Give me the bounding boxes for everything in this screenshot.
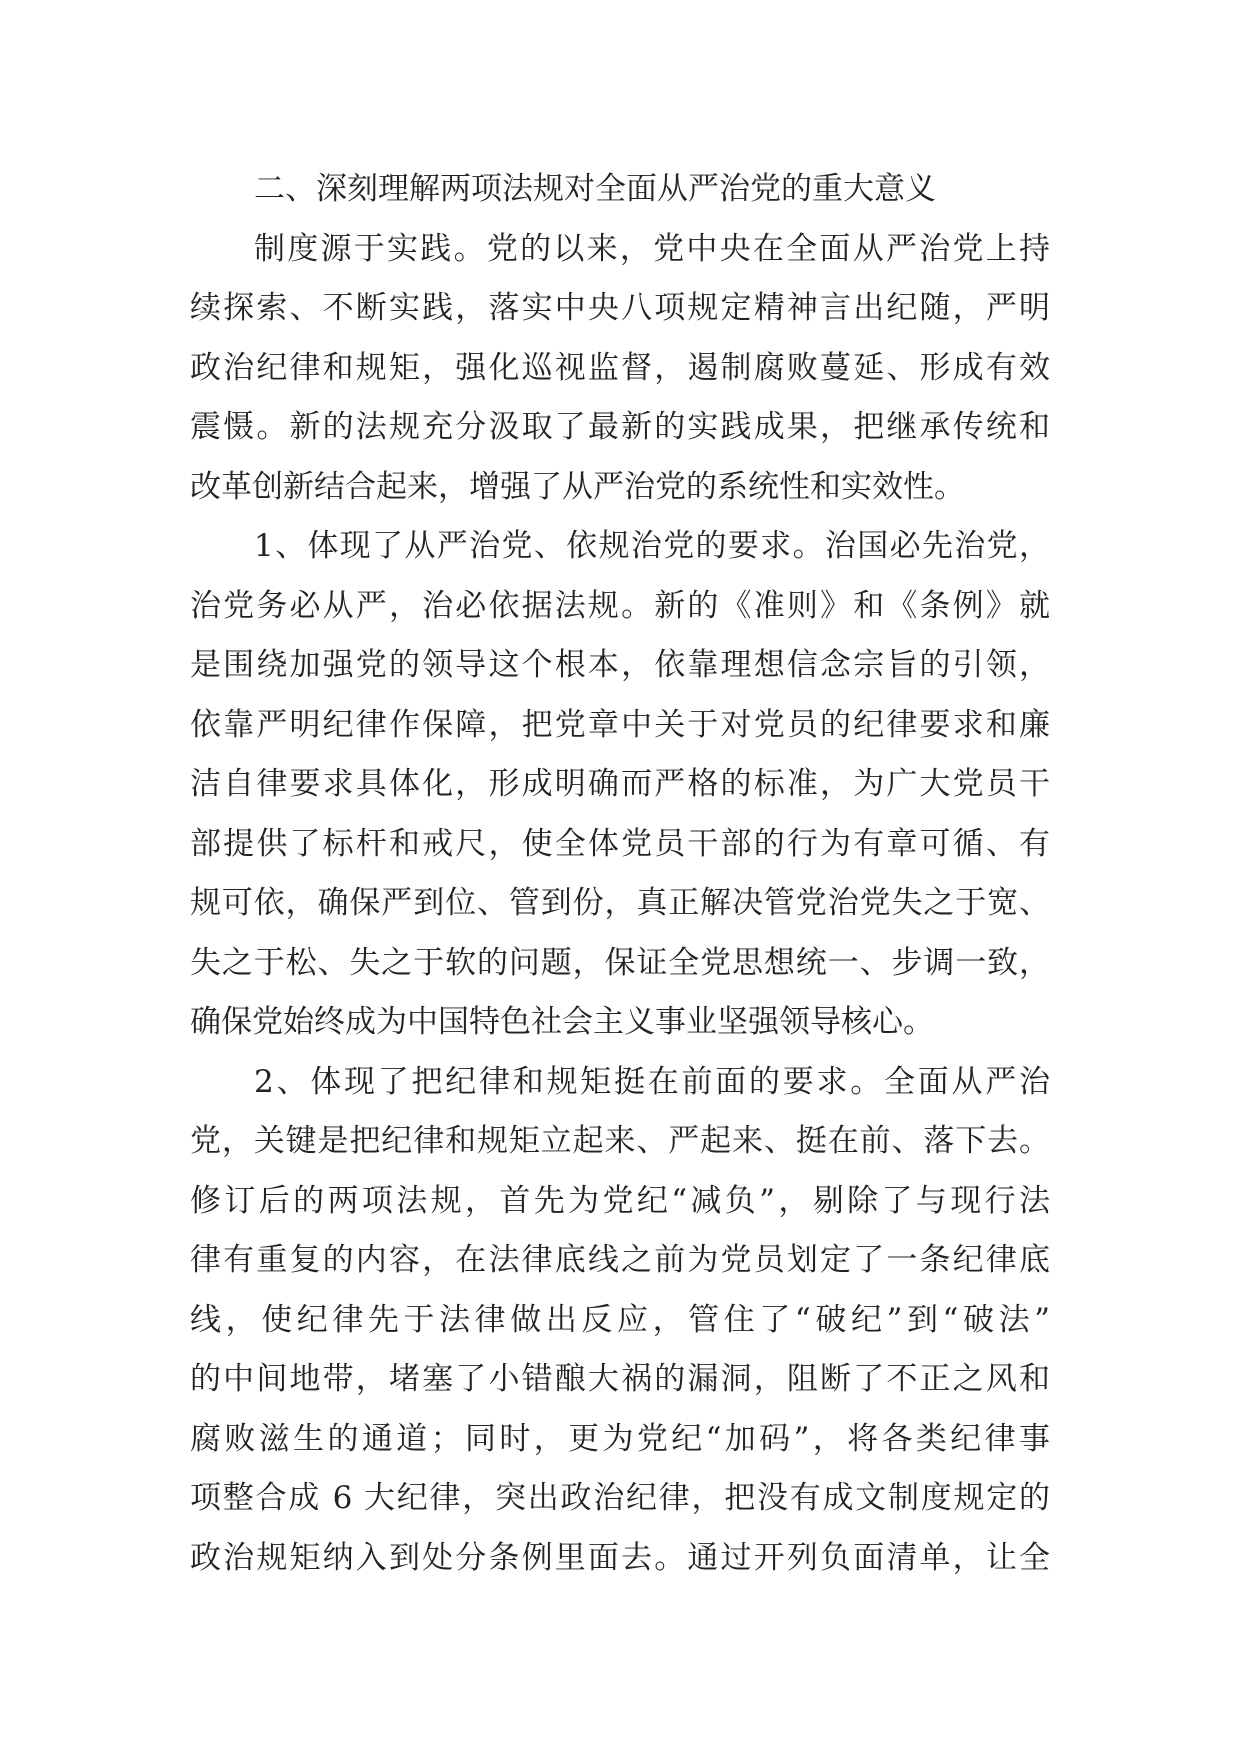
- paragraph-3-line-3: 修订后的两项法规，首先为党纪“减负”，剔除了与现行法: [190, 1182, 1050, 1219]
- paragraph-3-line-4: 律有重复的内容，在法律底线之前为党员划定了一条纪律底: [190, 1242, 1050, 1278]
- paragraph-1-line-3: 政治纪律和规矩，强化巡视监督，遏制腐败蔓延、形成有效: [190, 349, 1050, 386]
- paragraph-2-line-3: 是围绕加强党的领导这个根本，依靠理想信念宗旨的引领，: [190, 647, 1050, 683]
- paragraph-3-line-9: 政治规矩纳入到处分条例里面去。通过开列负面清单，让全: [190, 1539, 1050, 1576]
- paragraph-1-line-1: 制度源于实践。党的以来，党中央在全面从严治党上持: [254, 230, 1050, 267]
- paragraph-2-line-4: 依靠严明纪律作保障，把党章中关于对党员的纪律要求和廉: [190, 706, 1050, 743]
- paragraph-2-line-7: 规可依，确保严到位、管到份，真正解决管党治党失之于宽、: [190, 885, 1050, 921]
- paragraph-3-line-7: 腐败滋生的通道；同时，更为党纪“加码”，将各类纪律事: [190, 1420, 1050, 1457]
- paragraph-2-line-5: 洁自律要求具体化，形成明确而严格的标准，为广大党员干: [190, 766, 1050, 802]
- paragraph-2-line-9: 确保党始终成为中国特色社会主义事业坚强领导核心。: [190, 1004, 934, 1040]
- document-body: [190, 160, 1050, 1588]
- paragraph-2-line-2: 治党务必从严，治必依据法规。新的《准则》和《条例》就: [190, 587, 1050, 624]
- paragraph-3-line-5: 线，使纪律先于法律做出反应，管住了“破纪”到“破法”: [190, 1301, 1050, 1338]
- paragraph-1-line-4: 震慑。新的法规充分汲取了最新的实践成果，把继承传统和: [190, 409, 1050, 445]
- paragraph-3-line-8: 项整合成 6 大纪律，突出政治纪律，把没有成文制度规定的: [190, 1480, 1050, 1516]
- paragraph-3-line-2: 党，关键是把纪律和规矩立起来、严起来、挺在前、落下去。: [190, 1123, 1050, 1159]
- section-heading: 二、深刻理解两项法规对全面从严治党的重大意义: [254, 171, 936, 207]
- paragraph-3-line-6: 的中间地带，堵塞了小错酿大祸的漏洞，阻断了不正之风和: [190, 1361, 1050, 1397]
- paragraph-2-line-8: 失之于松、失之于软的问题，保证全党思想统一、步调一致，: [190, 944, 1050, 981]
- paragraph-3-line-1: 2、体现了把纪律和规矩挺在前面的要求。全面从严治: [254, 1063, 1050, 1100]
- paragraph-1-line-2: 续探索、不断实践，落实中央八项规定精神言出纪随，严明: [190, 290, 1050, 326]
- paragraph-2-line-1: 1、体现了从严治党、依规治党的要求。治国必先治党，: [254, 528, 1050, 564]
- paragraph-2-line-6: 部提供了标杆和戒尺，使全体党员干部的行为有章可循、有: [190, 825, 1050, 862]
- paragraph-1-line-5: 改革创新结合起来，增强了从严治党的系统性和实效性。: [190, 468, 965, 505]
